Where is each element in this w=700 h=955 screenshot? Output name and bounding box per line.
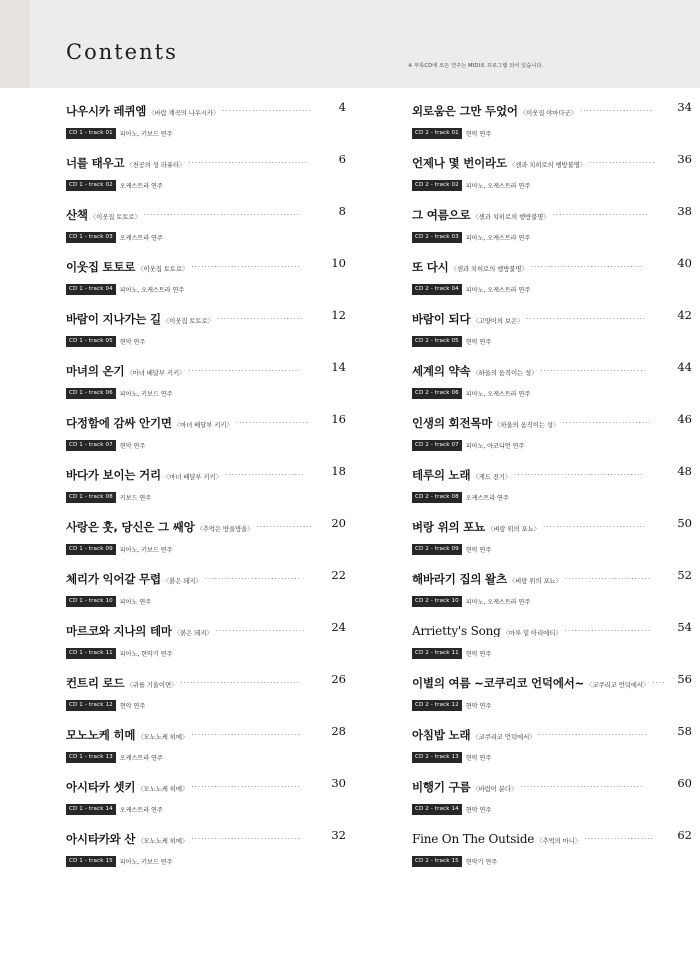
track-badge: CD 1 - track 09 <box>66 544 116 555</box>
leader-dots: ···················· <box>589 159 656 167</box>
toc-entry-line <box>412 516 692 533</box>
song-source: 〈고양이의 보은〉 <box>472 317 524 325</box>
song-source: 〈게드 전기〉 <box>472 473 512 481</box>
toc-entry[interactable] <box>412 360 692 412</box>
track-row <box>412 643 692 658</box>
page-number: 12 <box>331 308 346 322</box>
page-number: 6 <box>338 152 346 166</box>
track-badge: CD 1 - track 01 <box>66 128 116 139</box>
track-row <box>66 227 346 242</box>
song-title: 세계의 약속 <box>412 364 471 377</box>
leader-dots: ································· <box>191 731 301 739</box>
toc-entry-line <box>412 204 692 221</box>
toc-entry-line <box>412 776 692 793</box>
track-note: 피아노, 키보드 연주 <box>119 547 173 554</box>
toc-entry[interactable] <box>66 828 346 880</box>
toc-entry-line <box>66 152 346 169</box>
toc-entry[interactable] <box>412 516 692 568</box>
track-badge: CD 1 - track 04 <box>66 284 116 295</box>
track-note: 현악 연주 <box>465 651 492 658</box>
leader-dots: ···································· <box>188 159 309 167</box>
leader-dots: ················· <box>256 523 314 531</box>
toc-entry[interactable] <box>66 516 346 568</box>
toc-column-left <box>66 100 346 880</box>
track-badge: CD 2 - track 14 <box>412 804 462 815</box>
toc-entry[interactable] <box>412 256 692 308</box>
song-title: 체리가 익어갈 무렵 <box>66 572 161 585</box>
page-number: 24 <box>331 620 346 634</box>
song-title: 사랑은 훗, 당신은 그 쌔앙 <box>66 520 195 533</box>
page-number: 18 <box>331 464 346 478</box>
toc-entry-line <box>66 464 346 481</box>
track-note: 피아노, 오케스트라 연주 <box>465 391 531 398</box>
track-note: 오케스트라 연주 <box>119 755 163 762</box>
track-badge: CD 2 - track 10 <box>412 596 462 607</box>
track-badge: CD 1 - track 12 <box>66 700 116 711</box>
toc-entry[interactable] <box>412 204 692 256</box>
track-note: 피아노 연주 <box>119 599 152 606</box>
toc-entry[interactable] <box>66 724 346 776</box>
leader-dots: ································· <box>191 835 301 843</box>
song-source: 〈마녀 배달부 키키〉 <box>173 421 233 429</box>
track-row <box>412 695 692 710</box>
toc-entry-line <box>66 620 346 637</box>
track-note: 현악기 연주 <box>465 859 498 866</box>
track-row <box>412 279 692 294</box>
toc-entry-line <box>412 256 692 273</box>
page-number: 8 <box>338 204 346 218</box>
page-number: 22 <box>331 568 346 582</box>
track-note: 오케스트라 연주 <box>465 495 509 502</box>
track-badge: CD 2 - track 12 <box>412 700 462 711</box>
toc-entry-line <box>412 464 692 481</box>
toc-entry-line <box>66 412 346 429</box>
toc-entry[interactable] <box>412 724 692 776</box>
page-number: 46 <box>677 412 692 426</box>
song-title: 모노노케 히메 <box>66 728 136 741</box>
track-note: 피아노, 오케스트라 연주 <box>119 287 185 294</box>
page-number: 30 <box>331 776 346 790</box>
toc-entry[interactable] <box>412 672 692 724</box>
page-number: 4 <box>338 100 346 114</box>
track-row <box>66 591 346 606</box>
track-badge: CD 1 - track 11 <box>66 648 116 659</box>
track-badge: CD 1 - track 07 <box>66 440 116 451</box>
page-number: 60 <box>677 776 692 790</box>
toc-entry[interactable] <box>412 568 692 620</box>
song-source: 〈하울의 움직이는 성〉 <box>472 369 538 377</box>
song-title: 바다가 보이는 거리 <box>66 468 161 481</box>
track-badge: CD 1 - track 03 <box>66 232 116 243</box>
leader-dots: ····························· <box>552 211 649 219</box>
toc-entry[interactable] <box>66 620 346 672</box>
song-title: 아침밥 노래 <box>412 728 471 741</box>
leader-dots: ·························· <box>564 575 652 583</box>
leader-dots: ······························· <box>542 523 647 531</box>
track-row <box>412 123 692 138</box>
track-row <box>66 851 346 866</box>
toc-entry-line <box>412 724 692 741</box>
song-source: 〈센과 치히로의 행방불명〉 <box>508 161 587 169</box>
leader-dots: ························ <box>224 471 305 479</box>
track-row <box>66 279 346 294</box>
leader-dots: ··························· <box>215 627 306 635</box>
track-note: 현악 연주 <box>465 703 492 710</box>
track-badge: CD 2 - track 11 <box>412 648 462 659</box>
toc-entry-line <box>66 360 346 377</box>
song-source: 〈이웃집 토토로〉 <box>137 265 189 273</box>
toc-entry-line <box>66 100 346 117</box>
toc-entry-line <box>66 308 346 325</box>
track-badge: CD 2 - track 15 <box>412 856 462 867</box>
page-number: 14 <box>331 360 346 374</box>
track-row <box>412 175 692 190</box>
toc-entry-line <box>412 568 692 585</box>
toc-entry[interactable] <box>66 412 346 464</box>
page-title: Contents <box>66 40 178 64</box>
leader-dots: ···································· <box>180 679 301 687</box>
track-note: 현악 연주 <box>119 339 146 346</box>
page-number: 58 <box>677 724 692 738</box>
leader-dots: ··························· <box>222 107 313 115</box>
toc-entry[interactable] <box>66 360 346 412</box>
track-row <box>412 799 692 814</box>
track-badge: CD 1 - track 02 <box>66 180 116 191</box>
track-row <box>66 799 346 814</box>
track-row <box>66 747 346 762</box>
song-source: 〈모노노케 히메〉 <box>137 733 189 741</box>
track-note: 피아노, 키보드 연주 <box>119 391 173 398</box>
song-source: 〈마녀 배달부 키키〉 <box>162 473 222 481</box>
page-number: 48 <box>677 464 692 478</box>
leader-dots: ··············································· <box>143 211 301 219</box>
track-row <box>412 851 692 866</box>
song-title: 나우시카 레퀴엠 <box>66 104 147 117</box>
leader-dots: ·································· <box>530 263 644 271</box>
song-title: 언제나 몇 번이라도 <box>412 156 507 169</box>
track-badge: CD 1 - track 05 <box>66 336 116 347</box>
toc-entry[interactable] <box>412 828 692 880</box>
page-number: 52 <box>677 568 692 582</box>
song-source: 〈센과 치히로의 행방불명〉 <box>472 213 550 221</box>
song-title: 이웃집 토토로 <box>66 260 136 273</box>
header-left-edge <box>0 0 30 88</box>
track-row <box>412 383 692 398</box>
track-row <box>412 747 692 762</box>
track-note: 피아노, 오케스트라 연주 <box>465 287 531 294</box>
track-note: 오케스트라 연주 <box>119 807 163 814</box>
toc-column-right <box>412 100 692 880</box>
track-row <box>412 331 692 346</box>
track-note: 오케스트라 연주 <box>119 235 163 242</box>
leader-dots: ····················· <box>584 835 654 843</box>
track-badge: CD 1 - track 13 <box>66 752 116 763</box>
toc-entry[interactable] <box>412 620 692 672</box>
track-badge: CD 2 - track 09 <box>412 544 462 555</box>
track-row <box>412 487 692 502</box>
song-source: 〈모노노케 히메〉 <box>137 785 189 793</box>
song-source: 〈하울의 움직이는 성〉 <box>494 421 560 429</box>
song-title: 너를 태우고 <box>66 156 125 169</box>
toc-entry-line <box>412 152 692 169</box>
leader-dots: ··························· <box>562 419 652 427</box>
song-title: Fine On The Outside <box>412 832 535 845</box>
page-number: 20 <box>331 516 346 530</box>
track-note: 현악 연주 <box>465 339 492 346</box>
song-title: 인생의 회전목마 <box>412 416 493 429</box>
toc-entry[interactable] <box>66 152 346 204</box>
toc-entry-line <box>412 620 692 637</box>
track-badge: CD 2 - track 13 <box>412 752 462 763</box>
leader-dots: ···································· <box>526 315 647 323</box>
song-title: 마녀의 온기 <box>66 364 125 377</box>
track-row <box>66 383 346 398</box>
leader-dots: ·································· <box>188 367 302 375</box>
toc-entry[interactable] <box>412 100 692 152</box>
leader-dots: ···· <box>652 679 666 687</box>
track-note: 피아노, 키보드 연주 <box>119 859 173 866</box>
toc-entry-line <box>66 672 346 689</box>
leader-dots: ······················ <box>235 419 309 427</box>
track-badge: CD 2 - track 04 <box>412 284 462 295</box>
leader-dots: ································ <box>540 367 647 375</box>
song-source: 〈바람이 분다〉 <box>472 785 518 793</box>
track-row <box>66 539 346 554</box>
song-title: 바람이 되다 <box>412 312 471 325</box>
leader-dots: ····························· <box>204 575 302 583</box>
track-badge: CD 1 - track 14 <box>66 804 116 815</box>
track-badge: CD 2 - track 01 <box>412 128 462 139</box>
track-note: 피아노, 아코디언 연주 <box>465 443 525 450</box>
track-badge: CD 1 - track 10 <box>66 596 116 607</box>
song-source: 〈추억의 마니〉 <box>536 837 582 845</box>
leader-dots: ································· <box>191 783 301 791</box>
toc-entry-line <box>66 776 346 793</box>
track-note: 피아노, 오케스트라 연주 <box>465 599 531 606</box>
track-note: 현악 연주 <box>465 755 492 762</box>
song-title: 그 여름으로 <box>412 208 471 221</box>
track-note: 현악 연주 <box>119 443 146 450</box>
track-badge: CD 2 - track 07 <box>412 440 462 451</box>
track-row <box>412 539 692 554</box>
track-badge: CD 1 - track 06 <box>66 388 116 399</box>
leader-dots: ·························· <box>216 315 304 323</box>
track-badge: CD 2 - track 05 <box>412 336 462 347</box>
song-source: 〈붉은 돼지〉 <box>173 629 213 637</box>
track-badge: CD 2 - track 08 <box>412 492 462 503</box>
leader-dots: ····································· <box>520 783 644 791</box>
track-row <box>66 123 346 138</box>
song-source: 〈천공의 성 라퓨타〉 <box>126 161 186 169</box>
leader-dots: ······················ <box>579 107 653 115</box>
song-source: 〈붉은 돼지〉 <box>162 577 202 585</box>
song-source: 〈모노노케 히메〉 <box>137 837 189 845</box>
track-row <box>412 227 692 242</box>
toc-entry-line <box>66 724 346 741</box>
toc-entry-line <box>66 516 346 533</box>
page-number: 16 <box>331 412 346 426</box>
song-title: 아시타카와 산 <box>66 832 136 845</box>
track-note: 오케스트라 연주 <box>119 183 163 190</box>
track-row <box>66 435 346 450</box>
toc-entry[interactable] <box>66 568 346 620</box>
track-row <box>412 591 692 606</box>
toc-entry[interactable] <box>66 672 346 724</box>
song-title: 아시타카 셋키 <box>66 780 136 793</box>
song-title: 테루의 노래 <box>412 468 471 481</box>
track-badge: CD 2 - track 03 <box>412 232 462 243</box>
song-title: 산책 <box>66 208 88 221</box>
track-note: 피아노, 현악기 연주 <box>119 651 173 658</box>
leader-dots: ······································· <box>514 471 644 479</box>
song-source: 〈이웃집 토토로〉 <box>89 213 141 221</box>
toc-entry[interactable] <box>66 464 346 516</box>
song-title: 비행기 구름 <box>412 780 471 793</box>
track-note: 현악 연주 <box>465 807 492 814</box>
song-source: 〈추억은 방울방울〉 <box>196 525 254 533</box>
page-number: 56 <box>677 672 692 686</box>
track-note: 피아노, 키보드 연주 <box>119 131 173 138</box>
toc-entry-line <box>66 828 346 845</box>
song-source: 〈바람 계곡의 나우시카〉 <box>148 109 220 117</box>
song-source: 〈마녀 배달부 키키〉 <box>126 369 186 377</box>
toc-entry[interactable] <box>66 204 346 256</box>
track-row <box>66 643 346 658</box>
song-title: 외로움은 그만 두었어 <box>412 104 518 117</box>
song-title: 또 다시 <box>412 260 449 273</box>
track-row <box>66 331 346 346</box>
song-title: 이별의 여름 ~코쿠리코 언덕에서~ <box>412 676 585 689</box>
page-number: 54 <box>677 620 692 634</box>
toc-entry-line <box>412 412 692 429</box>
page-number: 28 <box>331 724 346 738</box>
page-number: 50 <box>677 516 692 530</box>
track-row <box>66 175 346 190</box>
page-number: 38 <box>677 204 692 218</box>
toc-entry[interactable] <box>412 152 692 204</box>
leader-dots: ································· <box>191 263 301 271</box>
song-source: 〈이웃집 토토로〉 <box>162 317 214 325</box>
track-note: 키보드 연주 <box>119 495 152 502</box>
song-title: 벼랑 위의 포뇨 <box>412 520 486 533</box>
track-note: 피아노, 오케스트라 연주 <box>465 183 531 190</box>
song-source: 〈코쿠리코 언덕에서〉 <box>472 733 536 741</box>
song-source: 〈코쿠리코 언덕에서〉 <box>586 681 650 689</box>
track-note: 현악 연주 <box>119 703 146 710</box>
toc-entry[interactable] <box>412 412 692 464</box>
song-source: 〈벼랑 위의 포뇨〉 <box>508 577 562 585</box>
toc-entry-line <box>412 100 692 117</box>
toc-entry[interactable] <box>412 308 692 360</box>
page-number: 44 <box>677 360 692 374</box>
page-number: 42 <box>677 308 692 322</box>
track-row <box>412 435 692 450</box>
toc-entry[interactable] <box>66 256 346 308</box>
track-badge: CD 1 - track 08 <box>66 492 116 503</box>
toc-entry[interactable] <box>66 776 346 828</box>
track-badge: CD 2 - track 02 <box>412 180 462 191</box>
track-note: 현악 연주 <box>465 131 492 138</box>
song-title: 컨트리 로드 <box>66 676 125 689</box>
page-number: 40 <box>677 256 692 270</box>
page-number: 34 <box>677 100 692 114</box>
song-source: 〈귀를 기울이면〉 <box>126 681 178 689</box>
track-row <box>66 487 346 502</box>
leader-dots: ·························· <box>564 627 652 635</box>
track-note: 피아노, 오케스트라 연주 <box>465 235 531 242</box>
toc-entry-line <box>66 256 346 273</box>
song-title: 바람이 지나가는 길 <box>66 312 161 325</box>
track-badge: CD 2 - track 06 <box>412 388 462 399</box>
leader-dots: ································· <box>538 731 649 739</box>
toc-entry-line <box>66 204 346 221</box>
cd-note: ※ 부록CD에 모든 연주는 MIDI로 프로그램 되어 있습니다. <box>408 63 544 69</box>
track-badge: CD 1 - track 15 <box>66 856 116 867</box>
song-title: 다정함에 감싸 안기면 <box>66 416 172 429</box>
song-source: 〈센과 치히로의 행방불명〉 <box>450 265 528 273</box>
toc-entry[interactable] <box>66 308 346 360</box>
song-title: Arrietty's Song <box>412 624 501 637</box>
toc-entry-line <box>412 672 692 689</box>
toc-entry-line <box>412 308 692 325</box>
toc-entry-line <box>412 360 692 377</box>
song-source: 〈이웃집 야마다군〉 <box>519 109 577 117</box>
track-note: 현악 연주 <box>465 547 492 554</box>
toc-entry-line <box>66 568 346 585</box>
page-number: 10 <box>331 256 346 270</box>
track-row <box>66 695 346 710</box>
song-title: 해바라기 집의 왈츠 <box>412 572 507 585</box>
page-number: 36 <box>677 152 692 166</box>
toc-entry-line <box>412 828 692 845</box>
toc-entry[interactable] <box>66 100 346 152</box>
toc-entry[interactable] <box>412 776 692 828</box>
page-number: 26 <box>331 672 346 686</box>
page-number: 62 <box>677 828 692 842</box>
song-source: 〈벼랑 위의 포뇨〉 <box>487 525 540 533</box>
song-title: 마르코와 지나의 테마 <box>66 624 172 637</box>
toc-entry[interactable] <box>412 464 692 516</box>
song-source: 〈마루 밑 아리에티〉 <box>502 629 562 637</box>
page-number: 32 <box>331 828 346 842</box>
